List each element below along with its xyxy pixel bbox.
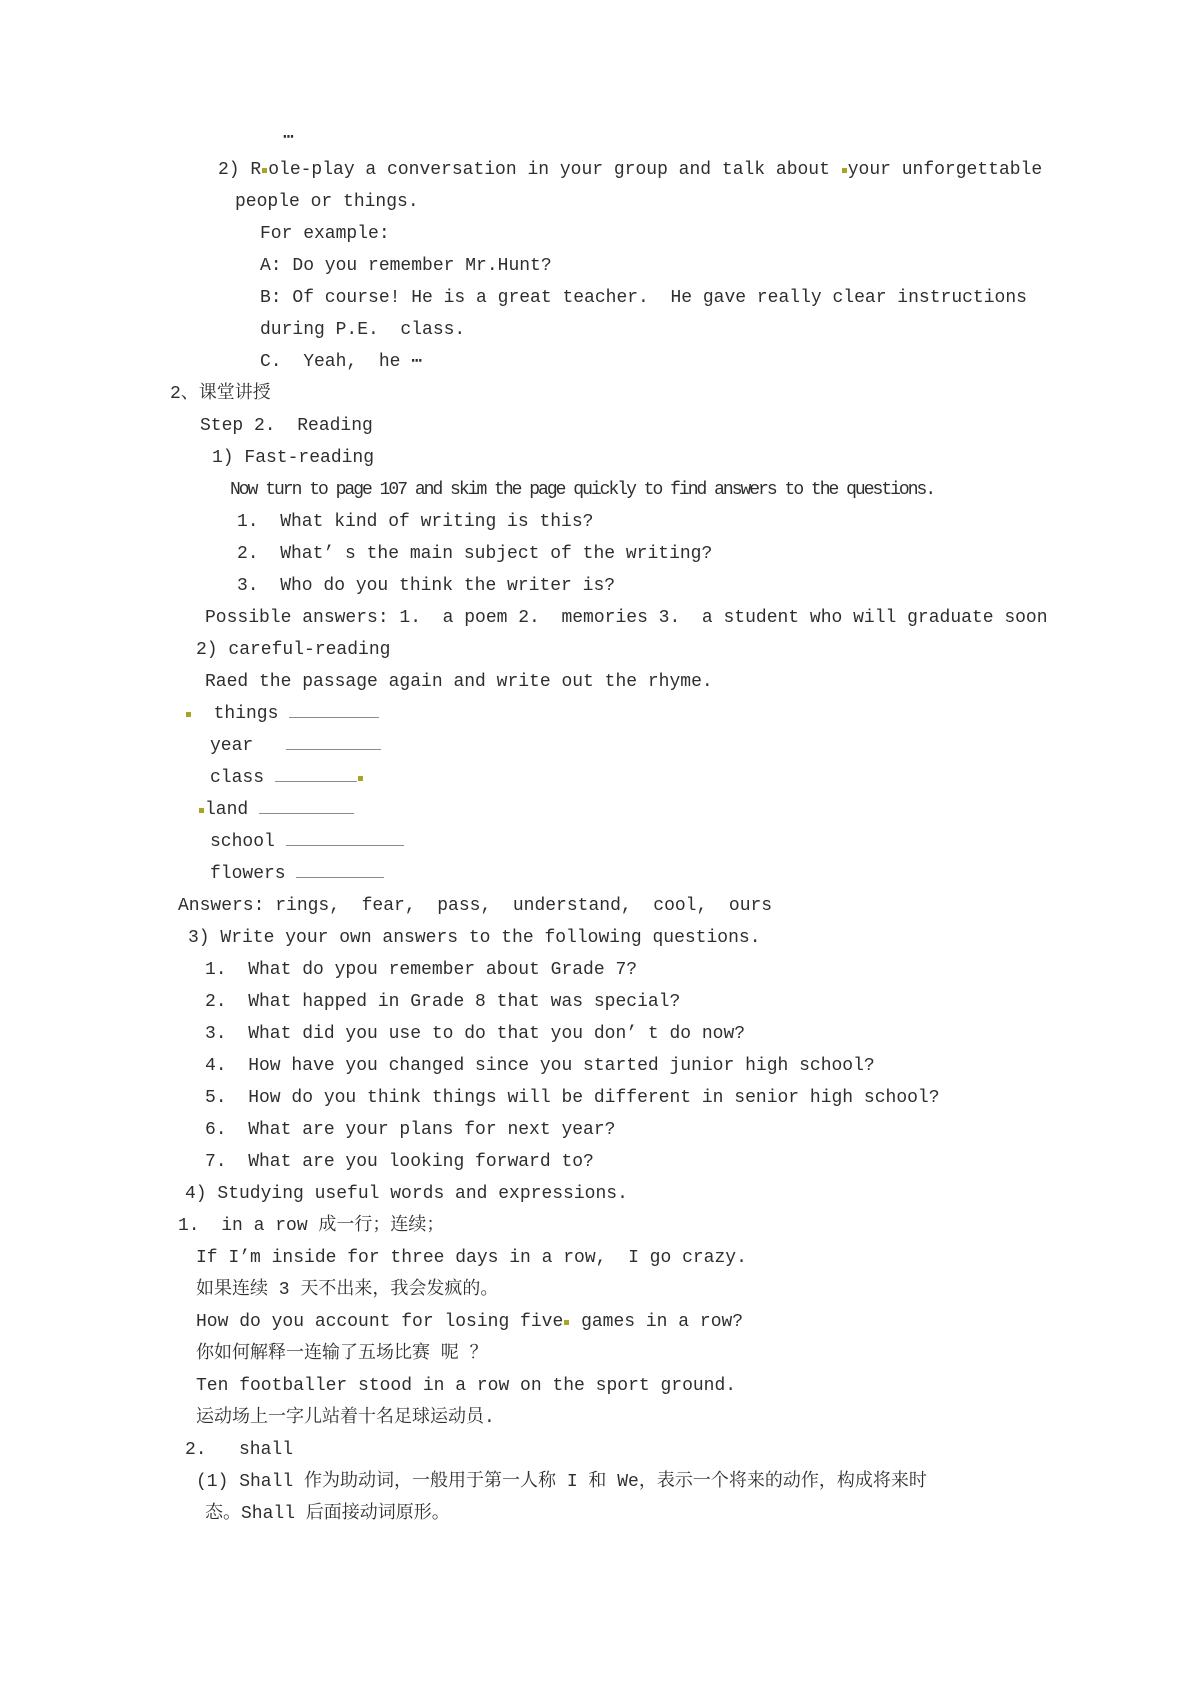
doc-line: [0, 1114, 1200, 1146]
doc-line: [0, 218, 1200, 250]
doc-line: [0, 1466, 1200, 1498]
text-run: school: [210, 832, 286, 852]
doc-line: [0, 186, 1200, 218]
doc-line: [0, 922, 1200, 954]
text-run: your unforgettable: [847, 160, 1043, 180]
text-run: B: Of course! He is a great teacher. He gave really clear instructions: [260, 288, 1027, 308]
doc-line: [0, 314, 1200, 346]
doc-line: [0, 506, 1200, 538]
doc-line: [0, 1498, 1200, 1530]
text-run: ⋯: [283, 128, 294, 148]
text-run: ole-play a conversation in your group and talk about: [268, 160, 841, 180]
text-run: Now turn to page 107 and skim the page quickly to find answers to the questions.: [230, 480, 935, 500]
text-run: 态。Shall 后面接动词原形。: [205, 1504, 450, 1524]
annotation-dot-icon: [842, 168, 847, 173]
text-run: 运动场上一字儿站着十名足球运动员.: [196, 1408, 495, 1428]
doc-line: [0, 730, 1200, 762]
fill-in-blank-line: [286, 828, 404, 846]
text-run: A: Do you remember Mr.Hunt?: [260, 256, 552, 276]
doc-line: [0, 570, 1200, 602]
text-run: (1) Shall 作为助动词，一般用于第一人称 I 和 We，表示一个将来的动作，构成将来时: [196, 1472, 927, 1492]
doc-line: [0, 762, 1200, 794]
doc-line: [0, 1146, 1200, 1178]
text-run: 3. What did you use to do that you don’ t do now?: [205, 1024, 746, 1044]
doc-line: [0, 250, 1200, 282]
text-run: 2. What’ s the main subject of the writing?: [237, 544, 713, 564]
doc-line: [0, 1082, 1200, 1114]
text-run: year: [210, 736, 286, 756]
doc-line: [0, 474, 1200, 506]
doc-line: [0, 634, 1200, 666]
text-run: Possible answers: 1. a poem 2. memories 3. a student who will graduate soon: [205, 608, 1048, 628]
doc-line: [0, 890, 1200, 922]
text-run: 你如何解释一连输了五场比赛 呢 ？: [196, 1344, 488, 1364]
doc-line: [0, 666, 1200, 698]
doc-line: [0, 1274, 1200, 1306]
text-run: 6. What are your plans for next year?: [205, 1120, 616, 1140]
text-run: 2) R: [218, 160, 262, 180]
fill-in-blank-line: [289, 700, 379, 718]
doc-line: [0, 826, 1200, 858]
text-run: people or things.: [235, 192, 419, 212]
doc-line: [0, 538, 1200, 570]
text-run: class: [210, 768, 275, 788]
doc-line: [0, 698, 1200, 730]
doc-line: [0, 154, 1200, 186]
text-run: 3) Write your own answers to the following questions.: [188, 928, 761, 948]
text-run: C. Yeah, he ⋯: [260, 352, 423, 372]
text-run: 4. How have you changed since you started junior high school?: [205, 1056, 875, 1076]
doc-line: [0, 1050, 1200, 1082]
doc-line: [0, 858, 1200, 890]
text-run: 1) Fast-reading: [212, 448, 375, 468]
text-run: 2. What happed in Grade 8 that was special?: [205, 992, 681, 1012]
text-run: 1. What kind of writing is this?: [237, 512, 594, 532]
text-run: games in a row?: [570, 1312, 744, 1332]
doc-line: [0, 1210, 1200, 1242]
doc-line: [0, 794, 1200, 826]
doc-line: [0, 986, 1200, 1018]
doc-line: [0, 1370, 1200, 1402]
text-run: flowers: [210, 864, 297, 884]
text-run: 3. Who do you think the writer is?: [237, 576, 616, 596]
annotation-dot-icon: [262, 168, 267, 173]
annotation-dot-icon: [358, 776, 363, 781]
fill-in-blank-line: [259, 796, 354, 814]
fill-in-blank-line: [286, 732, 381, 750]
text-run: 7. What are you looking forward to?: [205, 1152, 594, 1172]
text-run: 2. shall: [185, 1440, 294, 1460]
text-run: Ten footballer stood in a row on the sport ground.: [196, 1376, 737, 1396]
text-run: land: [205, 800, 260, 820]
doc-line: [0, 1178, 1200, 1210]
text-run: things: [192, 704, 290, 724]
annotation-dot-icon: [199, 808, 204, 813]
doc-line: [0, 1018, 1200, 1050]
text-run: 2) careful-reading: [196, 640, 391, 660]
text-run: 2、课堂讲授: [170, 384, 271, 404]
text-run: 5. How do you think things will be different in senior high school?: [205, 1088, 940, 1108]
text-run: Raed the passage again and write out the rhyme.: [205, 672, 713, 692]
text-run: Step 2. Reading: [200, 416, 373, 436]
doc-line: [0, 1242, 1200, 1274]
text-run: How do you account for losing five: [196, 1312, 564, 1332]
doc-line: [0, 1306, 1200, 1338]
fill-in-blank-line: [275, 764, 357, 782]
doc-line: [0, 346, 1200, 378]
doc-line: [0, 122, 1200, 154]
doc-line: [0, 1402, 1200, 1434]
text-run: during P.E. class.: [260, 320, 466, 340]
doc-line: [0, 378, 1200, 410]
text-run: 如果连续 3 天不出来，我会发疯的。: [196, 1280, 499, 1300]
doc-line: [0, 1434, 1200, 1466]
annotation-dot-icon: [564, 1320, 569, 1325]
text-run: If I’m inside for three days in a row, I go crazy.: [196, 1248, 747, 1268]
doc-line: [0, 282, 1200, 314]
text-run: Answers: rings, fear, pass, understand, cool, ours: [178, 896, 773, 916]
doc-line: [0, 442, 1200, 474]
text-run: For example:: [260, 224, 390, 244]
doc-line: [0, 1338, 1200, 1370]
doc-line: [0, 954, 1200, 986]
text-run: 1. in a row 成一行；连续；: [178, 1216, 445, 1236]
doc-line: [0, 410, 1200, 442]
annotation-dot-icon: [186, 712, 191, 717]
text-run: 1. What do ypou remember about Grade 7?: [205, 960, 638, 980]
fill-in-blank-line: [296, 860, 384, 878]
text-run: 4) Studying useful words and expressions.: [185, 1184, 628, 1204]
doc-line: [0, 602, 1200, 634]
